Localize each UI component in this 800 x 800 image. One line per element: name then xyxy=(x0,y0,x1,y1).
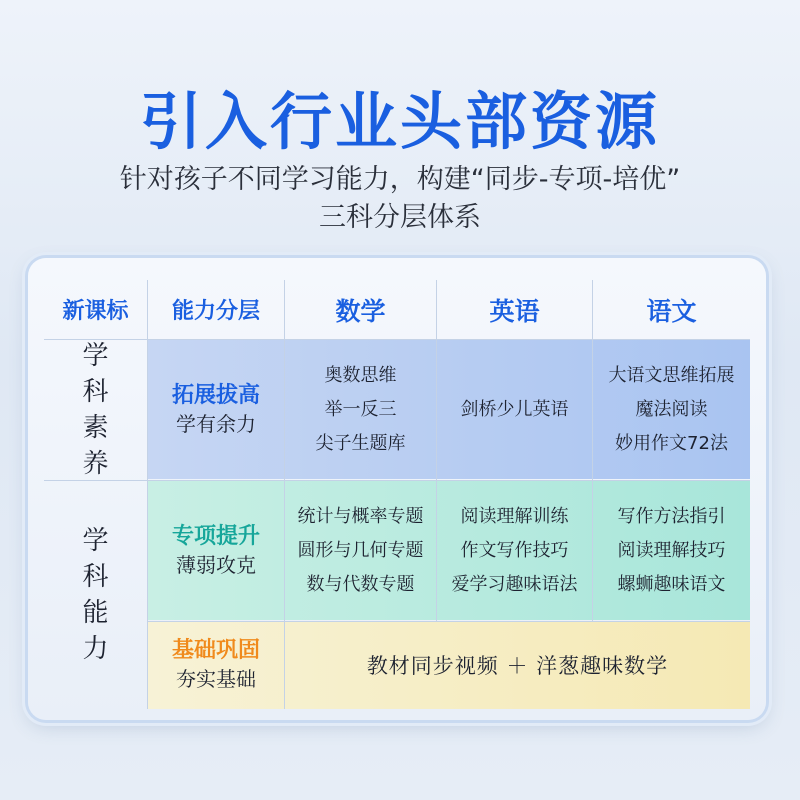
cell-tuozhan-chinese xyxy=(593,339,750,480)
level-sublabel-tuozhan: 学有余力 xyxy=(176,411,256,436)
list-item: 数与代数专题 xyxy=(306,573,415,595)
col-header-math: 数学 xyxy=(335,296,386,326)
list-item: 作文写作技巧 xyxy=(460,539,569,561)
list-item: 剑桥少儿英语 xyxy=(460,398,569,420)
list-item: 爱学习趣味语法 xyxy=(451,573,578,595)
list-item: 螺蛳趣味语文 xyxy=(617,573,726,595)
level-cell-zhuanxiang xyxy=(148,480,284,621)
group-label-nengli: 学科能力 xyxy=(82,525,109,664)
list-item: 妙用作文72法 xyxy=(615,432,728,454)
group-cell-nengli xyxy=(44,480,147,709)
list-item: 阅读理解训练 xyxy=(460,505,569,527)
list-item: 统计与概率专题 xyxy=(297,505,424,527)
col-header-ability-level: 能力分层 xyxy=(171,299,260,324)
level-sublabel-jichu: 夯实基础 xyxy=(176,667,256,691)
list-item: 写作方法指引 xyxy=(617,505,726,527)
group-cell-suyang xyxy=(44,339,147,480)
level-cell-jichu xyxy=(148,621,284,709)
page-subtitle-line2: 三科分层体系 xyxy=(319,202,481,233)
page-title: 引入行业头部资源 xyxy=(139,85,660,158)
list-item: 奥数思维 xyxy=(324,364,397,386)
cell-tuozhan-english xyxy=(437,339,592,480)
list-item: 尖子生题库 xyxy=(315,432,406,454)
level-label-jichu: 基础巩固 xyxy=(171,638,260,663)
list-item: 圆形与几何专题 xyxy=(297,539,424,561)
col-header-new-standard: 新课标 xyxy=(62,299,129,324)
cell-tuozhan-math xyxy=(285,339,436,480)
level-sublabel-zhuanxiang: 薄弱攻克 xyxy=(176,552,256,577)
col-header-english: 英语 xyxy=(489,296,540,326)
cell-zhuanxiang-english xyxy=(437,480,592,621)
list-item: 举一反三 xyxy=(324,398,397,420)
level-label-tuozhan: 拓展拔高 xyxy=(171,382,260,408)
level-label-zhuanxiang: 专项提升 xyxy=(171,523,260,549)
list-item: 大语文思维拓展 xyxy=(608,364,735,386)
cell-zhuanxiang-math xyxy=(285,480,436,621)
col-header-chinese: 语文 xyxy=(646,296,697,326)
jichu-merged-text: 教材同步视频 ＋ 洋葱趣味数学 xyxy=(366,654,669,678)
list-item: 阅读理解技巧 xyxy=(617,539,726,561)
list-item: 魔法阅读 xyxy=(635,398,708,420)
cell-zhuanxiang-chinese xyxy=(593,480,750,621)
group-label-suyang: 学科素养 xyxy=(82,340,109,479)
page-subtitle-line1: 针对孩子不同学习能力，构建“同步-专项-培优” xyxy=(119,164,681,195)
level-cell-tuozhan xyxy=(148,339,284,480)
cell-jichu-merged xyxy=(285,621,750,709)
